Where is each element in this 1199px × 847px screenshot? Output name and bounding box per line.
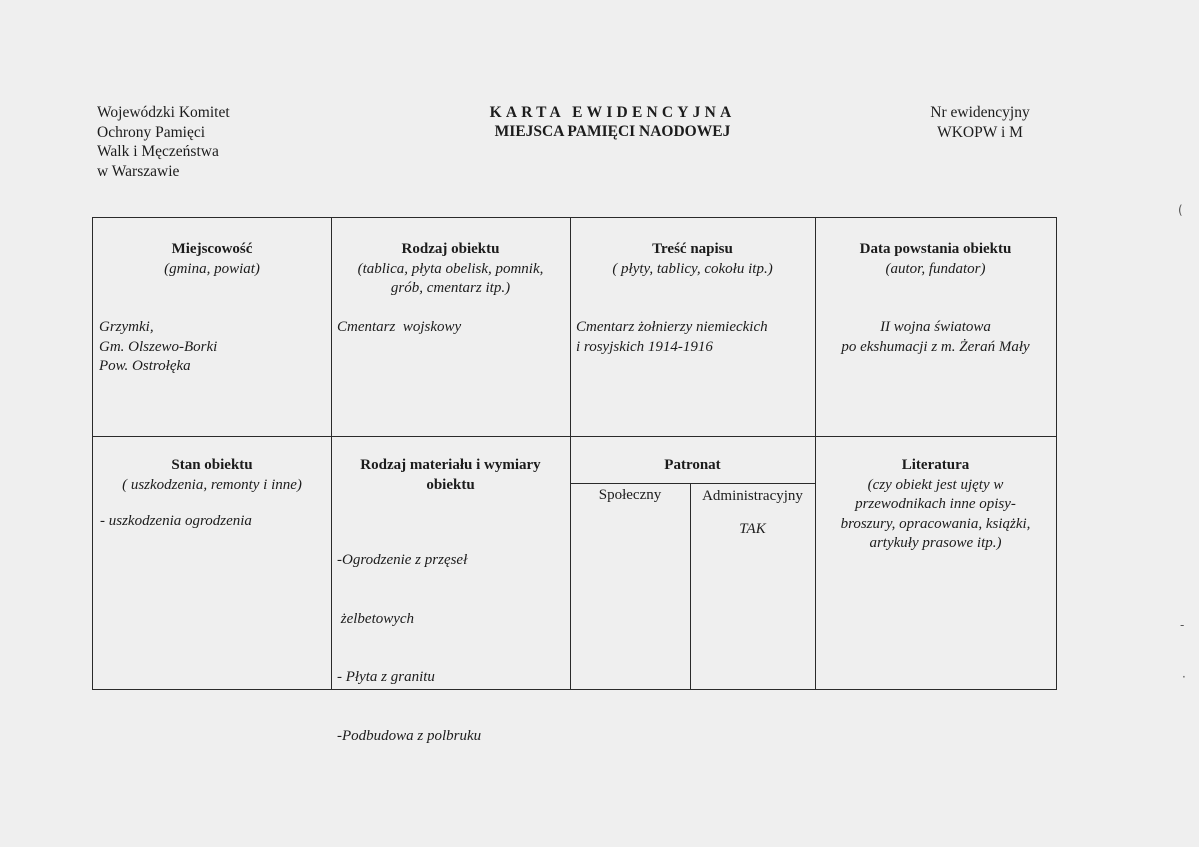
creation-date-heading: Data powstania obiektu	[859, 241, 1012, 257]
locality-value	[93, 318, 331, 377]
condition-heading: Stan obiektu	[171, 457, 253, 473]
inscription-subheading: ( płyty, tablicy, cokołu itp.)	[612, 260, 773, 277]
patronage-administrative-label: Administracyjny	[702, 488, 803, 504]
literature-subheading-1: (czy obiekt jest ujęty w	[867, 476, 1004, 493]
inscription-heading: Treść napisu	[652, 241, 733, 257]
patronage-administrative-value: TAK	[739, 520, 766, 537]
scan-mark: (	[1178, 203, 1183, 217]
cell-condition	[93, 456, 331, 532]
cell-inscription	[570, 240, 815, 357]
material-line-4: -Podbudowa z polbruku	[337, 727, 482, 744]
material-heading-2: obiektu	[426, 476, 475, 493]
creation-date-value	[815, 318, 1056, 357]
inscription-line-1: Cmentarz żołnierzy niemieckich	[576, 319, 768, 335]
scan-mark: -	[1180, 618, 1185, 632]
literature-subheading-3: broszury, opracowania, książki,	[840, 515, 1031, 532]
issuer-line-2: Ochrony Pamięci	[97, 123, 206, 141]
locality-line-1: Grzymki,	[99, 319, 154, 335]
locality-subheading: (gmina, powiat)	[164, 260, 260, 277]
condition-value: - uszkodzenia ogrodzenia	[100, 513, 252, 529]
inscription-line-2: i rosyjskich 1914-1916	[576, 338, 713, 355]
inscription-value	[570, 318, 815, 357]
cell-object-type	[331, 240, 570, 337]
material-heading-1: Rodzaj materiału i wymiary	[360, 457, 541, 473]
cell-material	[331, 456, 570, 785]
cell-literature	[815, 456, 1056, 554]
object-type-value: Cmentarz wojskowy	[337, 318, 462, 335]
document-title	[440, 103, 785, 141]
literature-subheading-4: artykuły prasowe itp.)	[869, 535, 1002, 551]
cell-creation-date	[815, 240, 1056, 357]
patronage-social-label: Społeczny	[598, 487, 662, 503]
scan-mark: ·	[1182, 670, 1186, 684]
creation-date-line-2: po ekshumacji z m. Żerań Mały	[841, 338, 1030, 355]
creation-date-subheading: (autor, fundator)	[885, 260, 986, 277]
object-type-subheading-1: (tablica, płyta obelisk, pomnik,	[357, 260, 544, 277]
material-line-3: - Płyta z granitu	[337, 669, 435, 685]
cell-patronage	[570, 456, 815, 476]
patronage-social	[570, 486, 690, 506]
patronage-administrative	[690, 487, 815, 539]
condition-subheading: ( uszkodzenia, remonty i inne)	[122, 476, 302, 493]
creation-date-line-1: II wojna światowa	[880, 319, 991, 335]
registration-label: Nr ewidencyjny	[930, 104, 1030, 121]
object-type-subheading-2: grób, cmentarz itp.)	[390, 280, 511, 296]
issuer-line-3: Walk i Męczeństwa	[97, 143, 219, 160]
registration-number-block	[900, 103, 1060, 142]
locality-heading: Miejscowość	[171, 241, 253, 257]
material-value	[331, 512, 570, 785]
object-type-heading: Rodzaj obiektu	[401, 241, 500, 257]
material-line-2: żelbetowych	[337, 610, 415, 627]
record-table	[92, 217, 1057, 744]
literature-subheading-2: przewodnikach inne opisy-	[855, 496, 1016, 512]
issuer-line-4: w Warszawie	[97, 162, 180, 180]
issuer-line-1: Wojewódzki Komitet	[97, 104, 230, 121]
registration-value: WKOPW i M	[937, 123, 1023, 141]
row-divider	[93, 436, 1056, 437]
locality-line-3: Pow. Ostrołęka	[99, 358, 191, 374]
locality-line-2: Gm. Olszewo-Borki	[99, 338, 218, 355]
cell-locality	[93, 240, 331, 377]
literature-heading: Literatura	[901, 457, 970, 473]
issuer-block	[97, 103, 230, 181]
title-line-2: MIEJSCA PAMIĘCI NAODOWEJ	[494, 123, 731, 140]
patronat-divider	[570, 483, 816, 484]
title-line-1: KARTA EWIDENCYJNA	[489, 104, 736, 121]
patronage-heading: Patronat	[664, 457, 721, 473]
material-line-1: -Ogrodzenie z przęseł	[337, 552, 468, 568]
